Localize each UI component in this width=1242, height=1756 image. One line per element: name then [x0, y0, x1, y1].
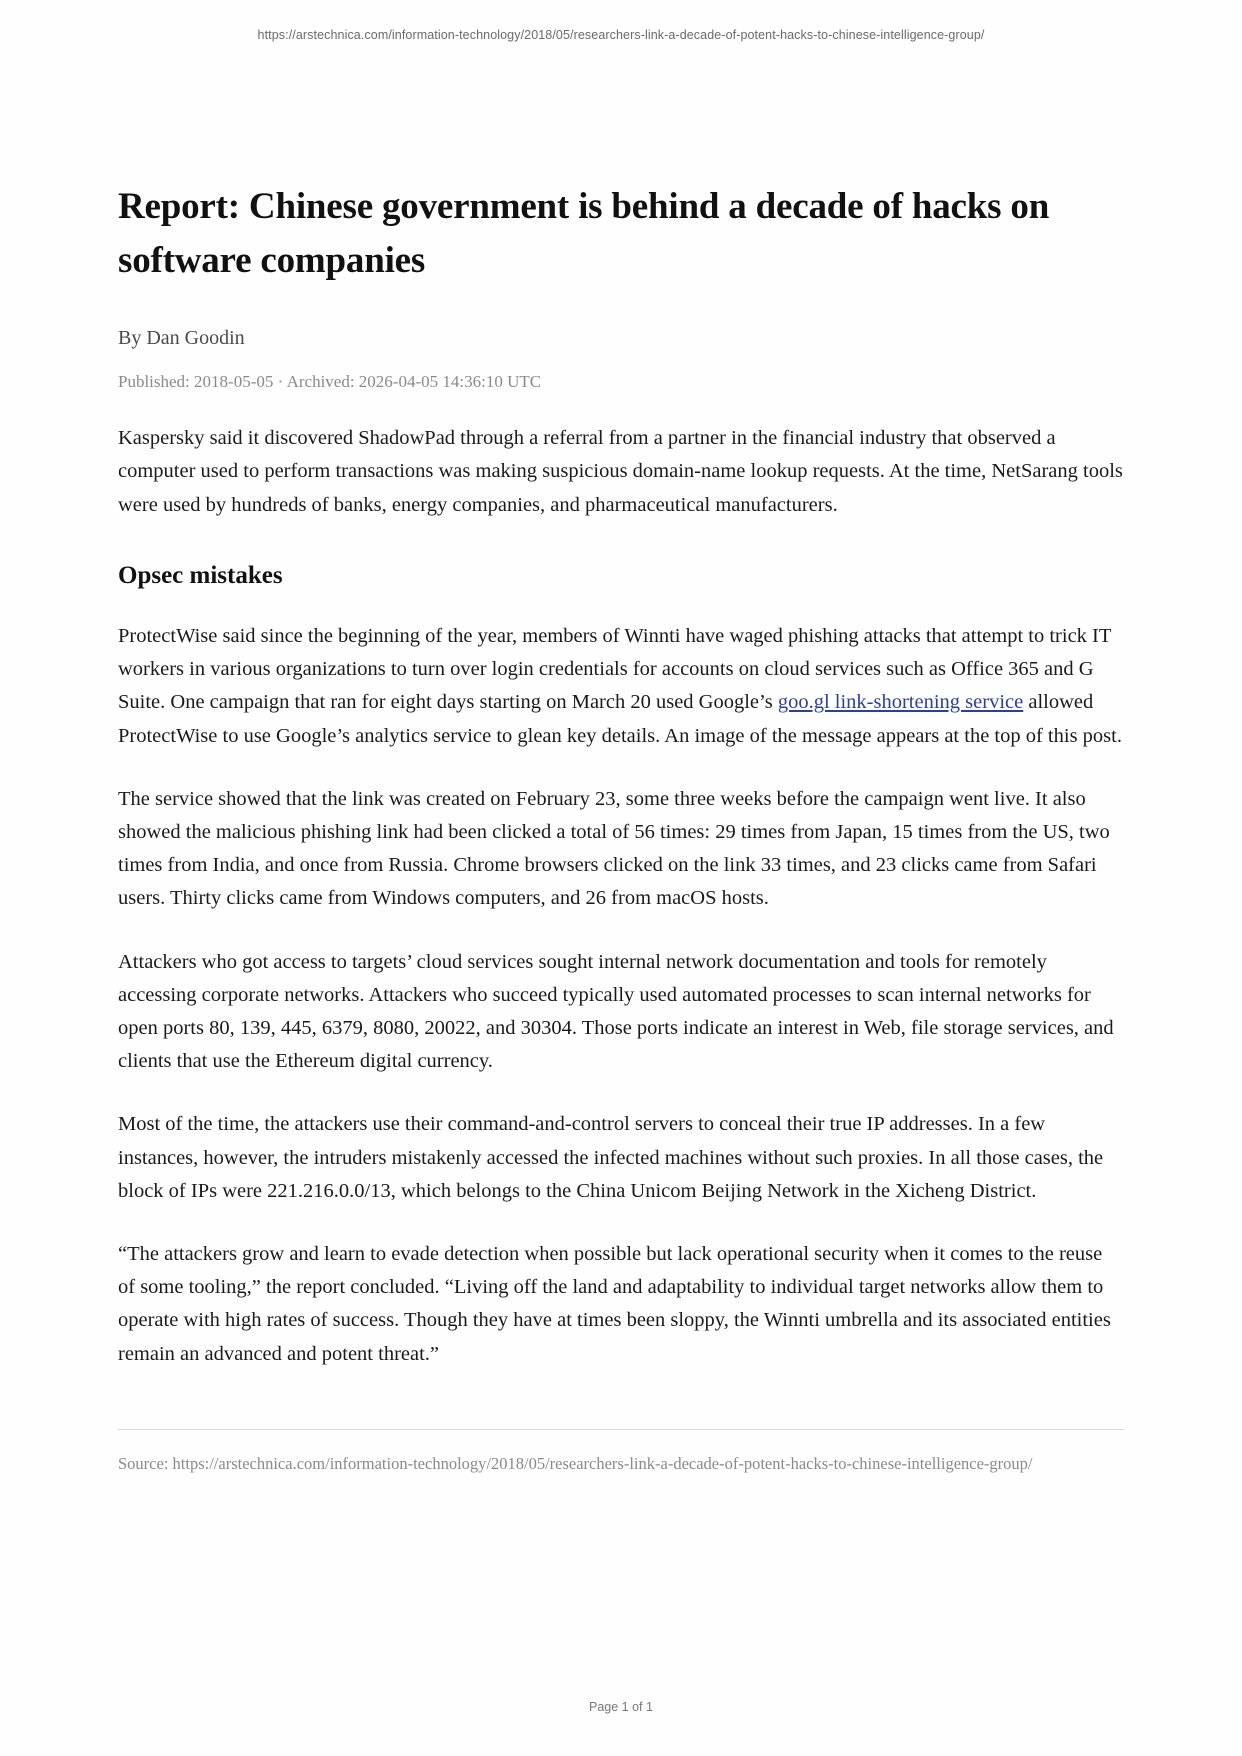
article-content: [118, 180, 1124, 1474]
paragraph-text-after-link: allowed ProtectWise to use Google’s analytics service to glean key details. An image of the message appears at the top of this post.: [118, 691, 1122, 747]
page-footer: Page 1 of 1: [589, 1700, 653, 1714]
article-paragraph: Attackers who got access to targets’ cloud services sought internal network documentation and tools for remotely accessing corporate networks. Attackers who succeed typically used automated processes to scan internal networks for open ports 80, 139, 445, 6379, 8080, 20022, and 30304. Those ports indicate an interest in Web, file storage services, and clients that use the Ethereum digital currency.: [118, 950, 1114, 1073]
header-url: https://arstechnica.com/information-technology/2018/05/researchers-link-a-decade-of-potent-hacks-to-chinese-intelligence-group/: [257, 28, 985, 42]
article-dateline: Published: 2018-05-05 · Archived: 2026-04-05 14:36:10 UTC: [118, 372, 542, 392]
goo-gl-link[interactable]: goo.gl link-shortening service: [777, 691, 1024, 714]
article-paragraph: Kaspersky said it discovered ShadowPad through a referral from a partner in the financial industry that observed a computer used to perform transactions was making suspicious domain-name lookup requests. At the time, NetSarang tools were used by hundreds of banks, energy companies, and pharmaceutical manufacturers.: [118, 427, 1123, 516]
article-paragraph: [118, 620, 1124, 753]
article-paragraph: Most of the time, the attackers use their command-and-control servers to conceal their true IP addresses. In a few instances, however, the intruders mistakenly accessed the infected machines without such proxies. In all those cases, the block of IPs were 221.216.0.0/13, which belongs to the China Unicom Beijing Network in the Xicheng District.: [118, 1113, 1104, 1202]
paragraph-text-before-link: ProtectWise said since the beginning of the year, members of Winnti have waged phishing attacks that attempt to trick IT workers in various organizations to turn over login credentials for accounts on cloud services such as Office 365 and G Suite. One campaign that ran for eight days starting on March 20 used Google’s: [118, 624, 1112, 714]
divider: [118, 1429, 1124, 1430]
section-heading: Opsec mistakes: [118, 561, 283, 589]
source-line: Source: https://arstechnica.com/information-technology/2018/05/researchers-link-a-decade-of-potent-hacks-to-chinese-intelligence-group/: [118, 1453, 1033, 1473]
article-paragraph: “The attackers grow and learn to evade detection when possible but lack operational security when it comes to the reuse of some tooling,” the report concluded. “Living off the land and adaptability to individual target networks allow them to operate with high rates of success. Though they have at times been sloppy, the Winnti umbrella and its associated entities remain an advanced and potent threat.”: [118, 1242, 1111, 1365]
article-paragraph: The service showed that the link was created on February 23, some three weeks before the campaign went live. It also showed the malicious phishing link had been clicked a total of 56 times: 29 times from Japan, 15 times from the US, two times from India, and once from Russia. Chrome browsers clicked on the link 33 times, and 23 clicks came from Safari users. Thirty clicks came from Windows computers, and 26 from macOS hosts.: [118, 787, 1110, 910]
page-title: Report: Chinese government is behind a decade of hacks on software companies: [118, 186, 1050, 281]
article-byline: By Dan Goodin: [118, 327, 245, 350]
